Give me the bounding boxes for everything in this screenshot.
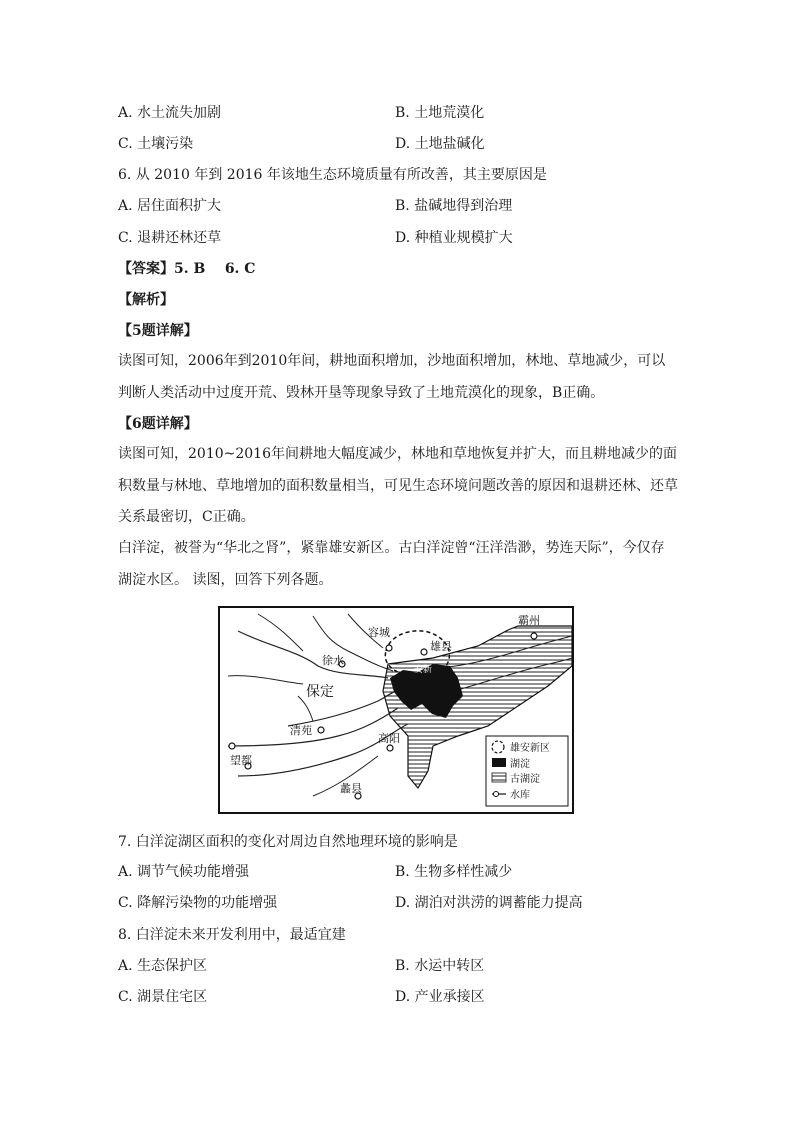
intro-text: 白洋淀，被誉为“华北之肾”，紧靠雄安新区。古白洋淀曾“汪洋浩渺，势连天际”，今仅存湖淀水区。 读图，回答下列各题。 [118,540,665,588]
legend-ancient-lake-symbol [492,773,506,782]
q6-detail-text: 读图可知，2010~2016年间耕地大幅度减少，林地和草地恢复并扩大，而且耕地减少的面积数量与林地、草地增加的面积数量相当，可见生态环境问题改善的原因和退耕还林、还草关系最密切，C正确。 [118,446,678,525]
q5-option-d: D. 土地盐碱化 [395,136,485,152]
q5-option-b: B. 土地荒漠化 [395,105,485,121]
legend-xiongan-label: 雄安新区 [510,743,550,754]
q7-stem: 7. 白洋淀湖区面积的变化对周边自然地理环境的影响是 [118,834,458,850]
q6-stem: 6. 从 2010 年到 2016 年该地生态环境质量有所改善，其主要原因是 [118,167,547,183]
label-qingyuan: 清苑 [290,724,312,737]
q7-option-d: D. 湖泊对洪涝的调蓄能力提高 [395,895,583,911]
xiongxian-marker [421,649,427,655]
q6-option-b: B. 盐碱地得到治理 [395,198,513,214]
gaoyang-marker [387,745,393,751]
rongcheng-marker [386,645,392,651]
label-lixian: 蠡县 [340,782,362,795]
analysis-heading: 【解析】 [118,292,174,308]
label-rongcheng: 容城 [368,626,390,639]
answer-line: 【答案】5. B 6. C [118,261,256,277]
q5-option-a: A. 水土流失加剧 [118,105,222,121]
q8-option-c: C. 湖景住宅区 [118,989,208,1005]
reservoir-marker [229,743,235,749]
q7-option-a: A. 调节气候功能增强 [118,864,250,880]
legend-ancient-lake-label: 古湖淀 [510,774,540,785]
label-bazhou: 霸州 [518,614,540,627]
legend-reservoir-symbol [494,792,499,797]
q5-detail-text: 读图可知，2006年到2010年间，耕地面积增加，沙地面积增加，林地、草地减少，可以判断人类活动中过度开荒、毁林开垦等现象导致了土地荒漠化的现象，B正确。 [118,353,666,401]
q6-option-c: C. 退耕还林还草 [118,230,222,246]
label-gaoyang: 高阳 [378,732,400,745]
q7-option-b: B. 生物多样性减少 [395,864,513,880]
q6-detail-heading: 【6题详解】 [118,416,198,432]
legend-reservoir-label: 水库 [510,790,530,801]
q8-option-a: A. 生态保护区 [118,958,208,974]
q5-option-c: C. 土壤污染 [118,136,194,152]
q8-option-d: D. 产业承接区 [395,989,485,1005]
label-anxin: 安新 [414,665,433,675]
label-baoding: 保定 [306,684,334,700]
label-xiongxian: 雄县 [430,640,452,653]
q8-stem: 8. 白洋淀未来开发利用中，最适宜建 [118,927,346,943]
bazhou-marker [531,633,537,639]
qingyuan-marker [318,727,324,733]
map-legend [486,736,568,806]
label-xushui: 徐水 [322,654,344,667]
legend-lake-label: 湖淀 [510,759,530,770]
map-svg [218,606,574,814]
legend-lake-symbol [492,758,506,767]
q6-option-a: A. 居住面积扩大 [118,198,222,214]
q6-option-d: D. 种植业规模扩大 [395,230,513,246]
q8-option-b: B. 水运中转区 [395,958,485,974]
q7-option-c: C. 降解污染物的功能增强 [118,895,278,911]
baiyangdian-map [218,606,574,814]
label-wangdu: 望都 [230,754,252,767]
q5-detail-heading: 【5题详解】 [118,323,198,339]
